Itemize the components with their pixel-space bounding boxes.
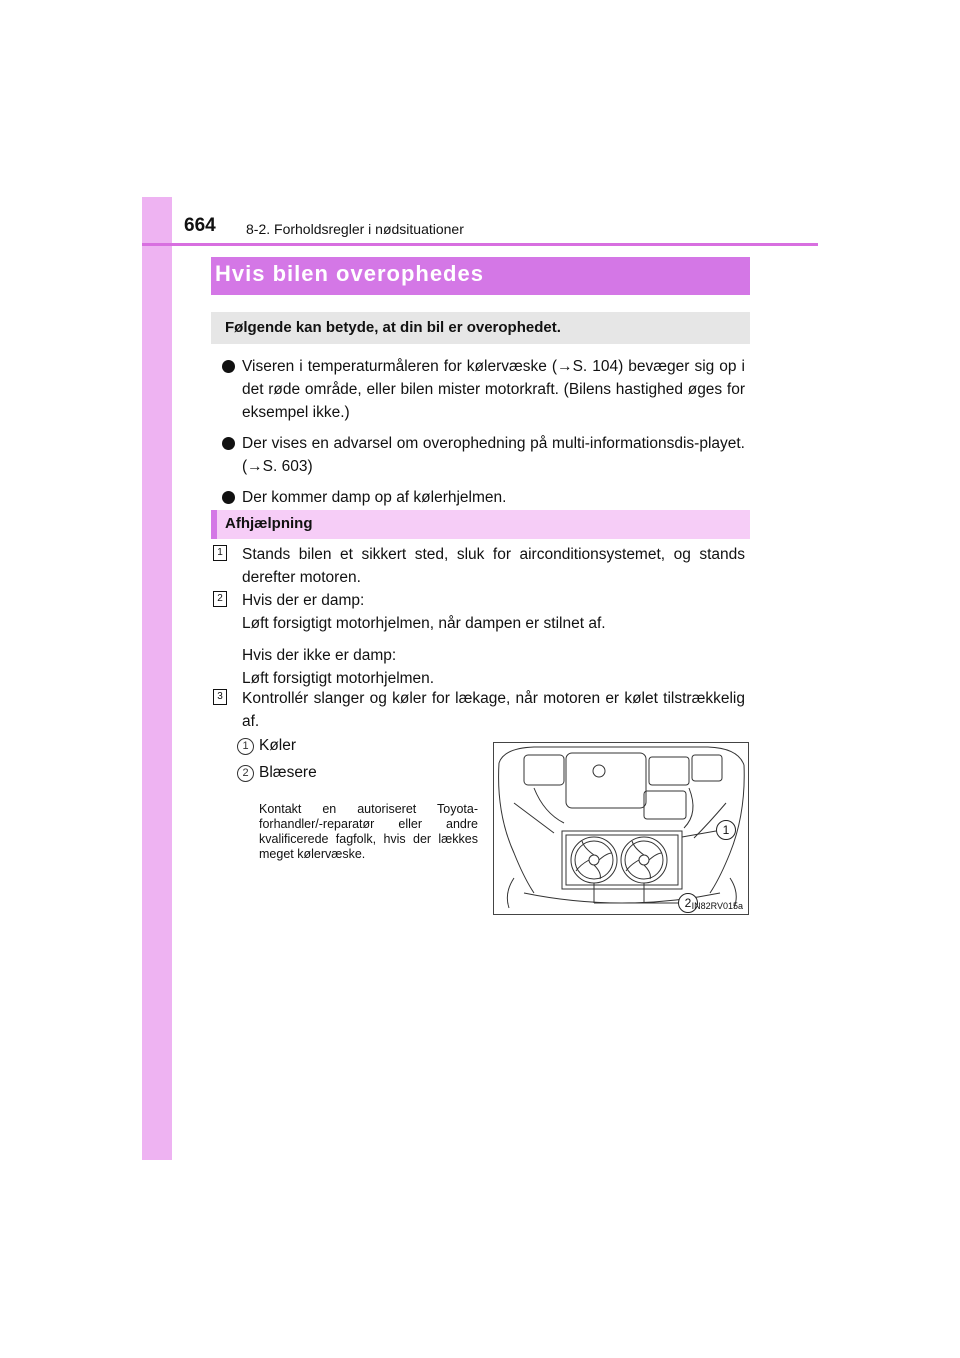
bullet-dot-icon <box>222 437 235 450</box>
legend-item <box>237 737 482 764</box>
step-text: Hvis der ikke er damp: <box>242 647 397 664</box>
page-number: 664 <box>184 215 216 236</box>
step-3 <box>211 687 745 733</box>
intro-text: Følgende kan betyde, at din bil er overophedet. <box>225 319 561 336</box>
header-rule <box>142 243 818 246</box>
symptom-list <box>211 355 745 517</box>
callout-number: 2 <box>237 765 254 782</box>
step-text: Løft forsigtigt motorhjelmen, når dampen er stilnet af. <box>242 615 606 632</box>
figure-code: IN82RV015a <box>691 901 743 911</box>
bullet-text: Der vises en advarsel om overophedning på multi-informationsdis-playet. (→S. 603) <box>242 435 745 475</box>
bullet-text: Der kommer damp op af kølerhjelmen. <box>242 489 507 506</box>
figure-callout-2: 2 <box>678 893 698 913</box>
chapter-title: 8-2. Forholdsregler i nødsituationer <box>246 221 464 237</box>
step-2 <box>211 589 745 690</box>
engine-bay-drawing <box>494 743 748 914</box>
list-item <box>211 432 745 478</box>
bullet-dot-icon <box>222 491 235 504</box>
note-text: Kontakt en autoriseret Toyota-forhandler/-reparatør eller andre kvalificerede fagfolk, hvis der lækkes meget kølervæske. <box>259 802 478 861</box>
section-title: Hvis bilen overophedes <box>215 261 484 286</box>
list-item <box>211 355 745 424</box>
bullet-dot-icon <box>222 360 235 373</box>
figure-callout-1: 1 <box>716 820 736 840</box>
legend-item <box>237 764 482 791</box>
remedy-heading-bar <box>211 510 750 539</box>
section-title-bar <box>211 257 750 295</box>
step-1 <box>211 543 745 589</box>
step-text: Stands bilen et sikkert sted, sluk for airconditionsystemet, og stands derefter motoren. <box>242 546 745 586</box>
step-text: Hvis der er damp: <box>242 592 365 609</box>
legend-label: Køler <box>259 737 297 754</box>
step-number: 2 <box>213 591 227 607</box>
engine-bay-illustration <box>493 742 749 915</box>
figure-legend <box>237 737 482 862</box>
step-text: Kontrollér slanger og køler for lækage, når motoren er kølet tilstrækkelig af. <box>242 690 745 730</box>
step-number: 1 <box>213 545 227 561</box>
remedy-heading: Afhjælpning <box>225 515 313 532</box>
legend-label: Blæsere <box>259 764 317 781</box>
step-number: 3 <box>213 689 227 705</box>
intro-box <box>211 312 750 344</box>
list-item <box>211 486 745 509</box>
side-tab <box>142 197 172 1160</box>
callout-number: 1 <box>237 738 254 755</box>
step-text: Løft forsigtigt motorhjelmen. <box>242 670 435 687</box>
bullet-text: Viseren i temperaturmåleren for kølervæske (→S. 104) bevæger sig op i det røde område, eller bilen mister motorkraft. (Bilens hastighed øges for eksempel ikke.) <box>242 358 745 421</box>
